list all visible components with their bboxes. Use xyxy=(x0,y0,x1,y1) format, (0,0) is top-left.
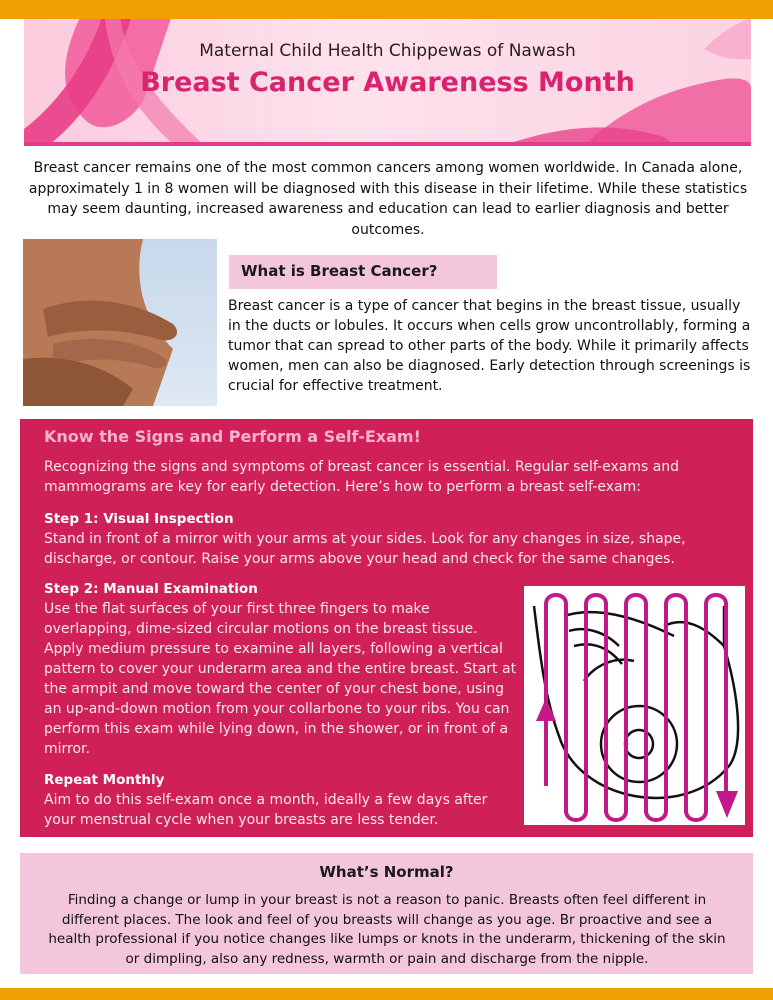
self-exam-photo-illustration xyxy=(23,239,217,406)
whats-normal-heading: What’s Normal? xyxy=(319,863,454,881)
signs-section xyxy=(20,419,753,837)
self-exam-photo xyxy=(23,239,217,406)
step2-heading: Step 2: Manual Examination xyxy=(44,581,258,597)
header-banner xyxy=(24,19,751,145)
whats-normal-body: Finding a change or lump in your breast is not a reason to panic. Breasts often feel different in different places. The look and feel of you breasts will change as you age. Br proactive and see a health professional if you notice changes like lumps or knots in the underarm, thickening of the skin or dimpling, also any redness, warmth or pain and discharge from the nipple. xyxy=(48,892,726,967)
signs-intro: Recognizing the signs and symptoms of breast cancer is essential. Regular self-exams and mammograms are key for early detection. Here’s how to perform a breast self-exam: xyxy=(44,459,680,495)
what-is-heading: What is Breast Cancer? xyxy=(229,255,497,289)
what-is-body: Breast cancer is a type of cancer that begins in the breast tissue, usually in the ducts or lobules. It occurs when cells grow uncontrollably, forming a tumor that can spread to other parts of the body. While it primarily affects women, men can also be diagnosed. Early detection through screenings is crucial for effective treatment. xyxy=(228,298,751,394)
repeat-heading: Repeat Monthly xyxy=(44,772,165,788)
intro-paragraph: Breast cancer remains one of the most common cancers among women worldwide. In Canada alone, approximately 1 in 8 women will be diagnosed with this disease in their lifetime. While these statistics may seem daunting, increased awareness and education can lead to earlier diagnosis and better outcomes. xyxy=(28,160,748,238)
signs-heading: Know the Signs and Perform a Self-Exam! xyxy=(44,427,421,446)
step2-body: Use the flat surfaces of your first three fingers to make overlapping, dime-sized circular motions on the breast tissue. Apply medium pressure to examine all layers, following a vertical pattern to cover your underarm area and the entire breast. Start at the armpit and move toward the center of your chest bone, using an up-and-down motion from your collarbone to your ribs. You can perform this exam while lying down, in the shower, or in front of a mirror. xyxy=(44,601,517,757)
vertical-strip-pattern-diagram xyxy=(524,586,745,825)
bottom-accent-bar xyxy=(0,988,773,1000)
banner-underline xyxy=(24,142,751,146)
whats-normal-section xyxy=(20,853,753,974)
step1-heading: Step 1: Visual Inspection xyxy=(44,511,234,527)
step1-body: Stand in front of a mirror with your arms at your sides. Look for any changes in size, shape, discharge, or contour. Raise your arms above your head and check for the same changes. xyxy=(44,531,686,567)
organization-name: Maternal Child Health Chippewas of Nawash xyxy=(199,41,576,61)
page-title: Breast Cancer Awareness Month xyxy=(140,67,635,98)
repeat-body: Aim to do this self-exam once a month, ideally a few days after your menstrual cycle when your breasts are less tender. xyxy=(44,792,488,828)
top-accent-bar xyxy=(0,0,773,19)
